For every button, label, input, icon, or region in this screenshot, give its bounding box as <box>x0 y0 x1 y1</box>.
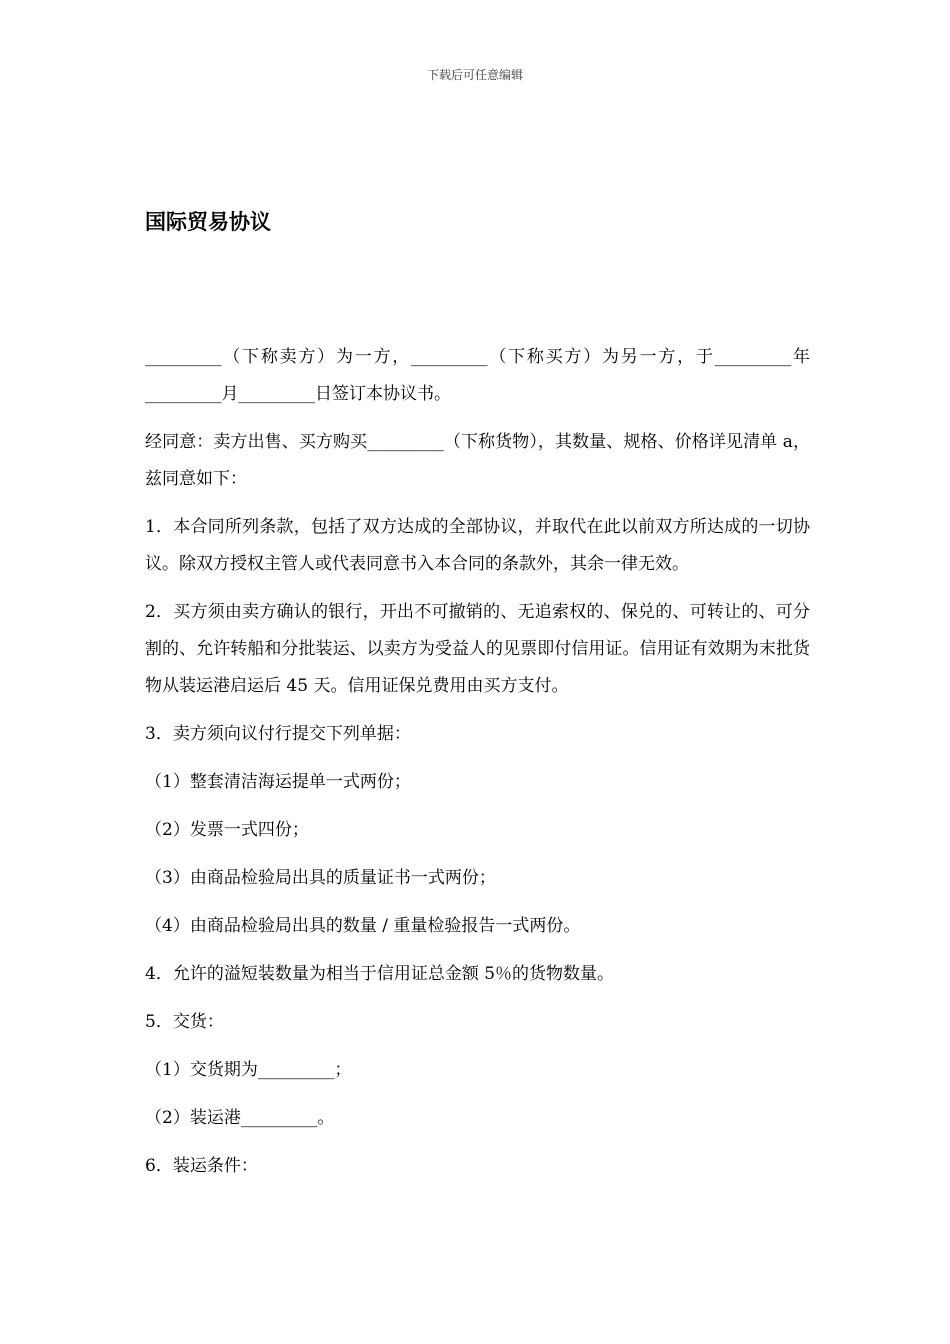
clause-4: 4．允许的溢短装数量为相当于信用证总金额 5％的货物数量。 <box>145 964 615 984</box>
clause-1: 1．本合同所列条款，包括了双方达成的全部协议，并取代在此以前双方所达成的一切协议。除双方授权主管人或代表同意书入本合同的条款外，其余一律无效。 <box>145 517 810 574</box>
clause-2: 2．买方须由卖方确认的银行，开出不可撤销的、无追索权的、保兑的、可转让的、可分割的、允许转船和分批装运、以卖方为受益人的见票即付信用证。信用证有效期为末批货物从装运港启运后 45 天。信用证保兑费用由买方支付。 <box>145 602 810 696</box>
text-loading-port-end: 。 <box>317 1108 335 1128</box>
clause-3-item-4: （4）由商品检验局出具的数量 / 重量检验报告一式两份。 <box>145 916 581 936</box>
document-body <box>145 339 810 1196</box>
text-delivery-period: （1）交货期为 <box>145 1060 258 1080</box>
blank-buyer: _________ <box>411 347 488 367</box>
text-loading-port: （2）装运港 <box>145 1108 241 1128</box>
clause-3: 3．卖方须向议付行提交下列单据： <box>145 724 411 744</box>
blank-month: _________ <box>145 384 222 404</box>
text-month: 月 <box>221 384 239 404</box>
text-seller-label: （下称卖方）为一方， <box>221 347 412 367</box>
blank-delivery-period: _________ <box>257 1060 335 1080</box>
document-title: 国际贸易协议 <box>145 210 271 234</box>
blank-year: _________ <box>714 347 792 367</box>
clause-3-item-1: （1）整套清洁海运提单一式两份； <box>145 772 411 792</box>
text-agreement-rest: （下称货物），其数量、规格、价格详见清单 a，兹同意如下： <box>145 432 810 489</box>
text-buyer-label: （下称买方）为另一方，于 <box>487 347 715 367</box>
text-delivery-period-end: ； <box>334 1060 352 1080</box>
blank-goods: _________ <box>367 432 444 452</box>
clause-6: 6．装运条件： <box>145 1156 258 1176</box>
header-note: 下载后可任意编辑 <box>426 68 523 82</box>
clause-5-item-1 <box>145 1052 810 1089</box>
paragraph-agreement <box>145 424 810 498</box>
paragraph-parties <box>145 339 810 413</box>
blank-loading-port: _________ <box>240 1108 318 1128</box>
text-agreement-lead: 经同意：卖方出售、买方购买 <box>145 432 368 452</box>
clause-5-item-2 <box>145 1100 810 1137</box>
text-day-signed: 日签订本协议书。 <box>315 384 451 404</box>
blank-seller: _________ <box>145 347 222 367</box>
clause-5: 5．交货： <box>145 1012 224 1032</box>
blank-day: _________ <box>238 384 315 404</box>
clause-3-item-2: （2）发票一式四份； <box>145 820 309 840</box>
text-year: 年 <box>791 347 811 367</box>
clause-3-item-3: （3）由商品检验局出具的质量证书一式两份； <box>145 868 496 888</box>
